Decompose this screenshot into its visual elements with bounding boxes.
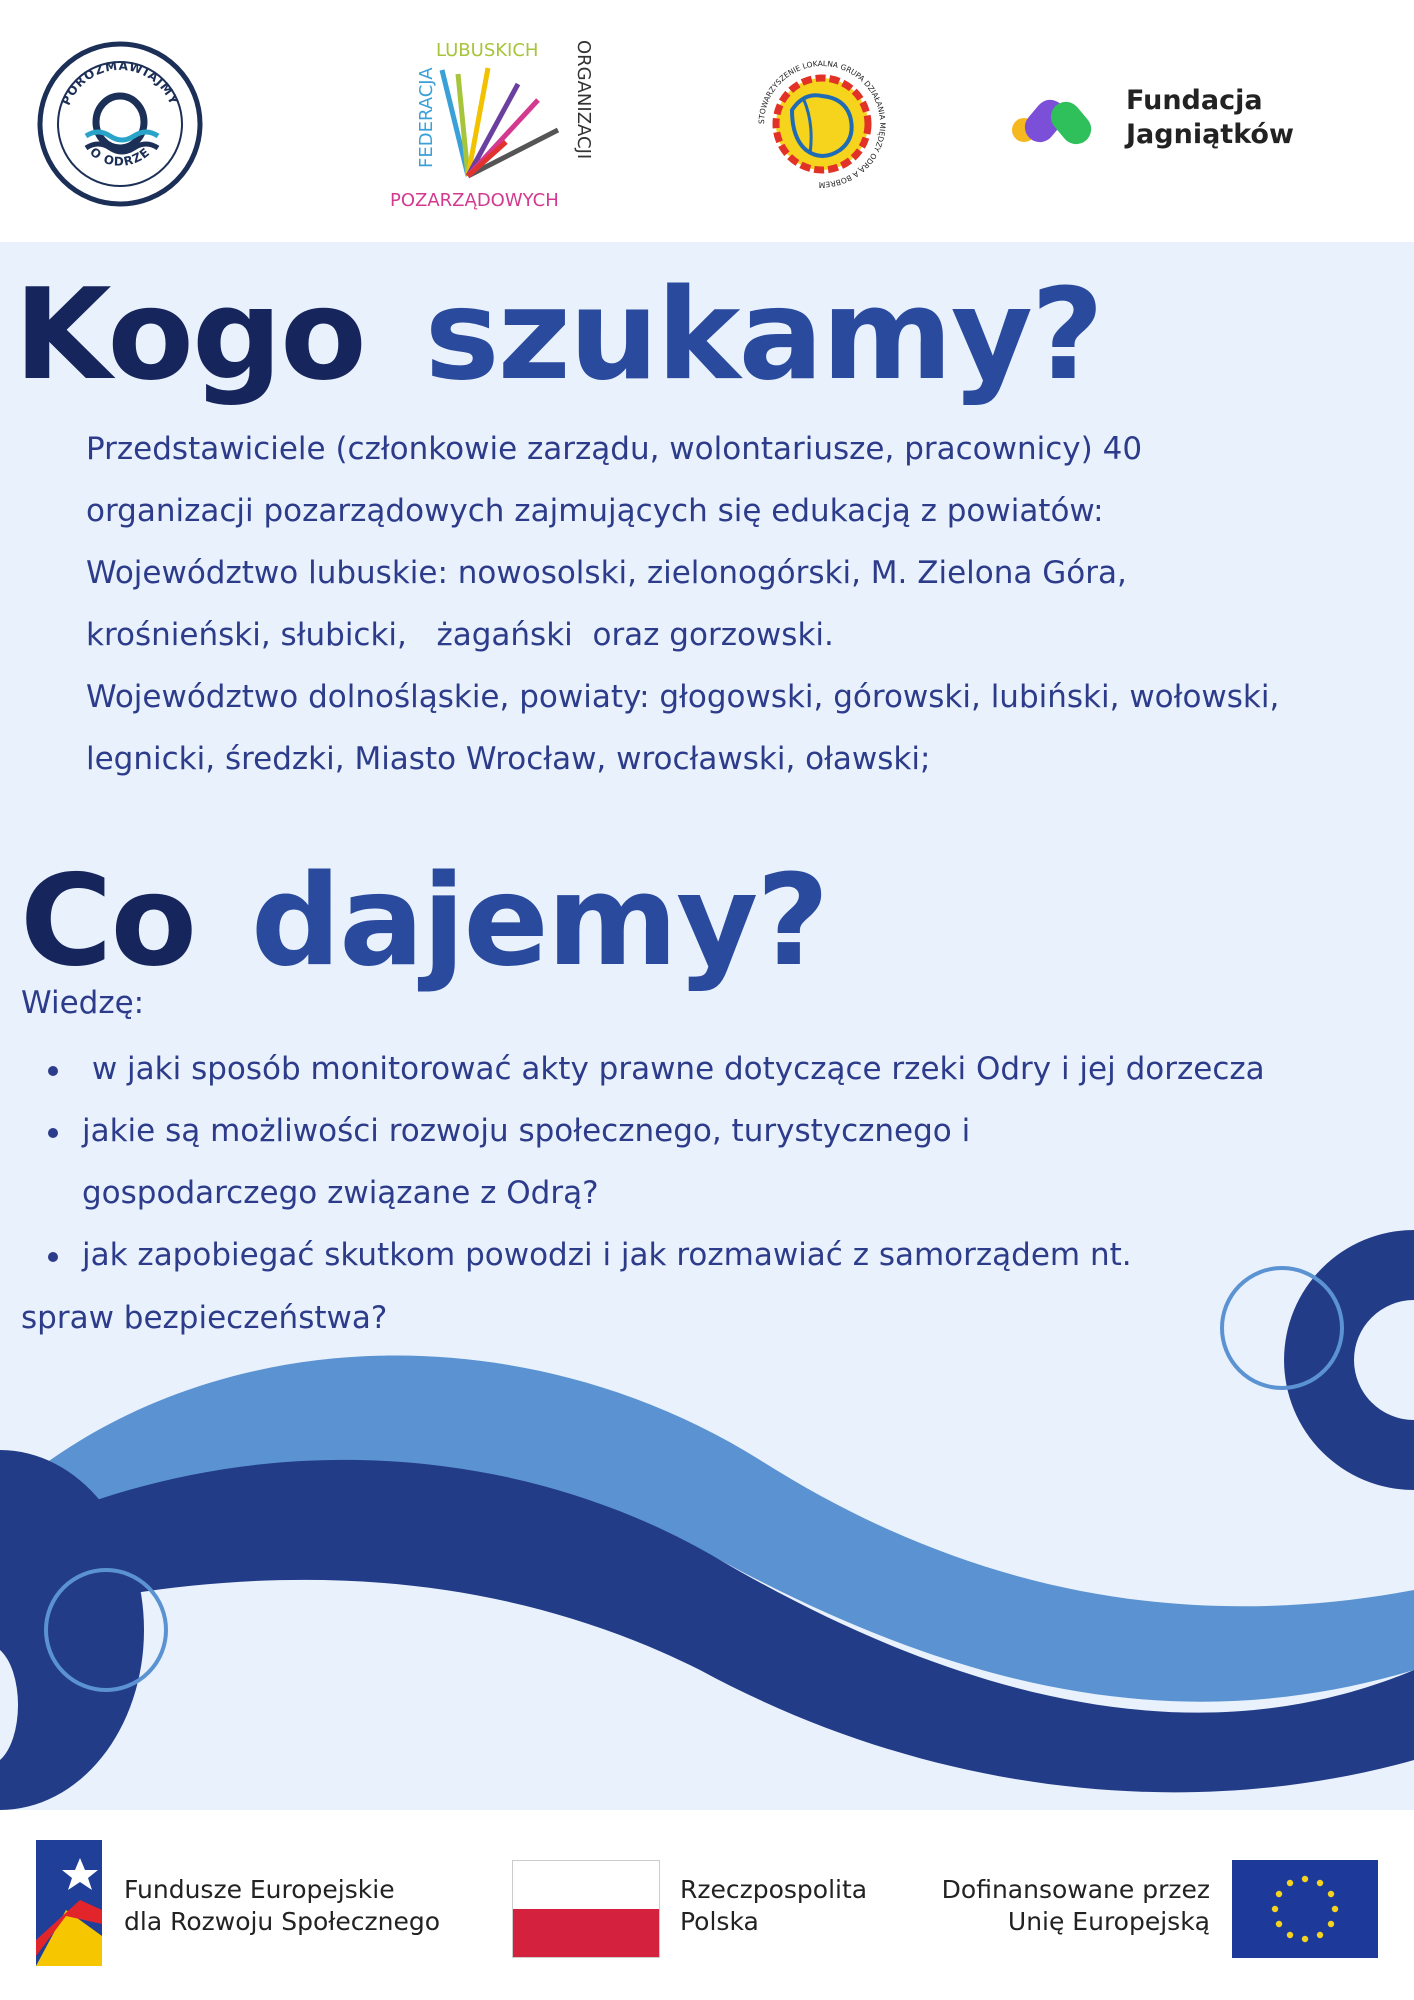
title-word-kogo: Kogo (14, 261, 365, 408)
bullet-dot-icon (48, 1128, 58, 1138)
paragraph-line: krośnieński, słubicki, żagański oraz gorzowski. (86, 617, 834, 653)
list-item: w jaki sposób monitorować akty prawne dotyczące rzeki Odry i jej dorzecza (40, 1038, 1380, 1100)
eu-star-icon (1317, 1880, 1323, 1886)
svg-text:POZARZĄDOWYCH: POZARZĄDOWYCH (390, 190, 559, 211)
title-word-co: Co (20, 847, 196, 994)
section1-title (14, 261, 1102, 408)
paragraph-line: organizacji pozarządowych zajmujących się edukacją z powiatów: (86, 493, 1104, 529)
wave-decoration (0, 1200, 1414, 1820)
section2-tail: spraw bezpieczeństwa? (21, 1300, 388, 1336)
eu-flag-icon (1232, 1860, 1378, 1958)
paragraph-line: legnicki, średzki, Miasto Wrocław, wrocławski, oławski; (86, 741, 931, 777)
eu-star-icon (1302, 1936, 1308, 1942)
svg-text:POROZMAWIAJMY: POROZMAWIAJMY (58, 58, 182, 108)
svg-text:STOWARZYSZENIE LOKALNA GRUPA D: STOWARZYSZENIE LOKALNA GRUPA DZIAŁANIA MIĘDZY ODRĄ A BOBREM (756, 58, 888, 190)
lgd-miedzy-odra-a-bobrem-logo (752, 54, 892, 194)
fundacja-jagniatkow-logo (1010, 84, 1330, 154)
jagniatkow-name: Fundacja Jagniątków (1126, 85, 1294, 150)
porozmawiajmy-o-odrze-logo (36, 40, 204, 208)
polish-flag-icon (512, 1860, 660, 1958)
svg-text:O ODRZE: O ODRZE (87, 144, 153, 169)
federacja-organizacji-logo (388, 34, 594, 214)
eu-star-icon (1276, 1891, 1282, 1897)
bullet-dot-icon (48, 1066, 58, 1076)
paragraph-line: Województwo dolnośląskie, powiaty: głogowski, górowski, lubiński, wołowski, (86, 679, 1280, 715)
bullet-dot-icon (48, 1252, 58, 1262)
funding-footer (0, 1810, 1414, 2000)
eu-star-icon (1328, 1921, 1334, 1927)
eu-star-icon (1276, 1921, 1282, 1927)
paragraph-line: Przedstawiciele (członkowie zarządu, wolontariusze, pracownicy) 40 (86, 431, 1143, 467)
eu-star-icon (1272, 1906, 1278, 1912)
knowledge-list (40, 1038, 1380, 1286)
section1-paragraph (86, 418, 1386, 790)
section2-title (20, 847, 828, 994)
title-word-szukamy: szukamy? (424, 261, 1102, 408)
fe-label: Fundusze Europejskie dla Rozwoju Społecznego (124, 1875, 441, 1936)
section2-lead: Wiedzę: (21, 985, 145, 1021)
eu-star-icon (1317, 1932, 1323, 1938)
eu-star-icon (1287, 1932, 1293, 1938)
list-item: jak zapobiegać skutkom powodzi i jak rozmawiać z samorządem nt. (40, 1224, 1380, 1286)
svg-text:LUBUSKICH: LUBUSKICH (436, 40, 539, 61)
logo-header (0, 0, 1414, 242)
eu-star-icon (1287, 1880, 1293, 1886)
list-item: jakie są możliwości rozwoju społecznego, turystycznego i gospodarczego związane z Odrą? (40, 1100, 1380, 1224)
fundusze-europejskie-icon (36, 1840, 102, 1966)
title-word-dajemy: dajemy? (250, 847, 828, 994)
eu-star-icon (1302, 1876, 1308, 1882)
rp-label: Rzeczpospolita Polska (680, 1875, 868, 1936)
svg-text:ORGANIZACJI: ORGANIZACJI (573, 40, 594, 160)
paragraph-line: Województwo lubuskie: nowosolski, zielonogórski, M. Zielona Góra, (86, 555, 1127, 591)
eu-label: Dofinansowane przez Unię Europejską (941, 1875, 1210, 1936)
eu-star-icon (1332, 1906, 1338, 1912)
jagniatkow-mark-icon (1010, 88, 1104, 150)
svg-text:FEDERACJA: FEDERACJA (416, 67, 437, 168)
eu-star-icon (1328, 1891, 1334, 1897)
